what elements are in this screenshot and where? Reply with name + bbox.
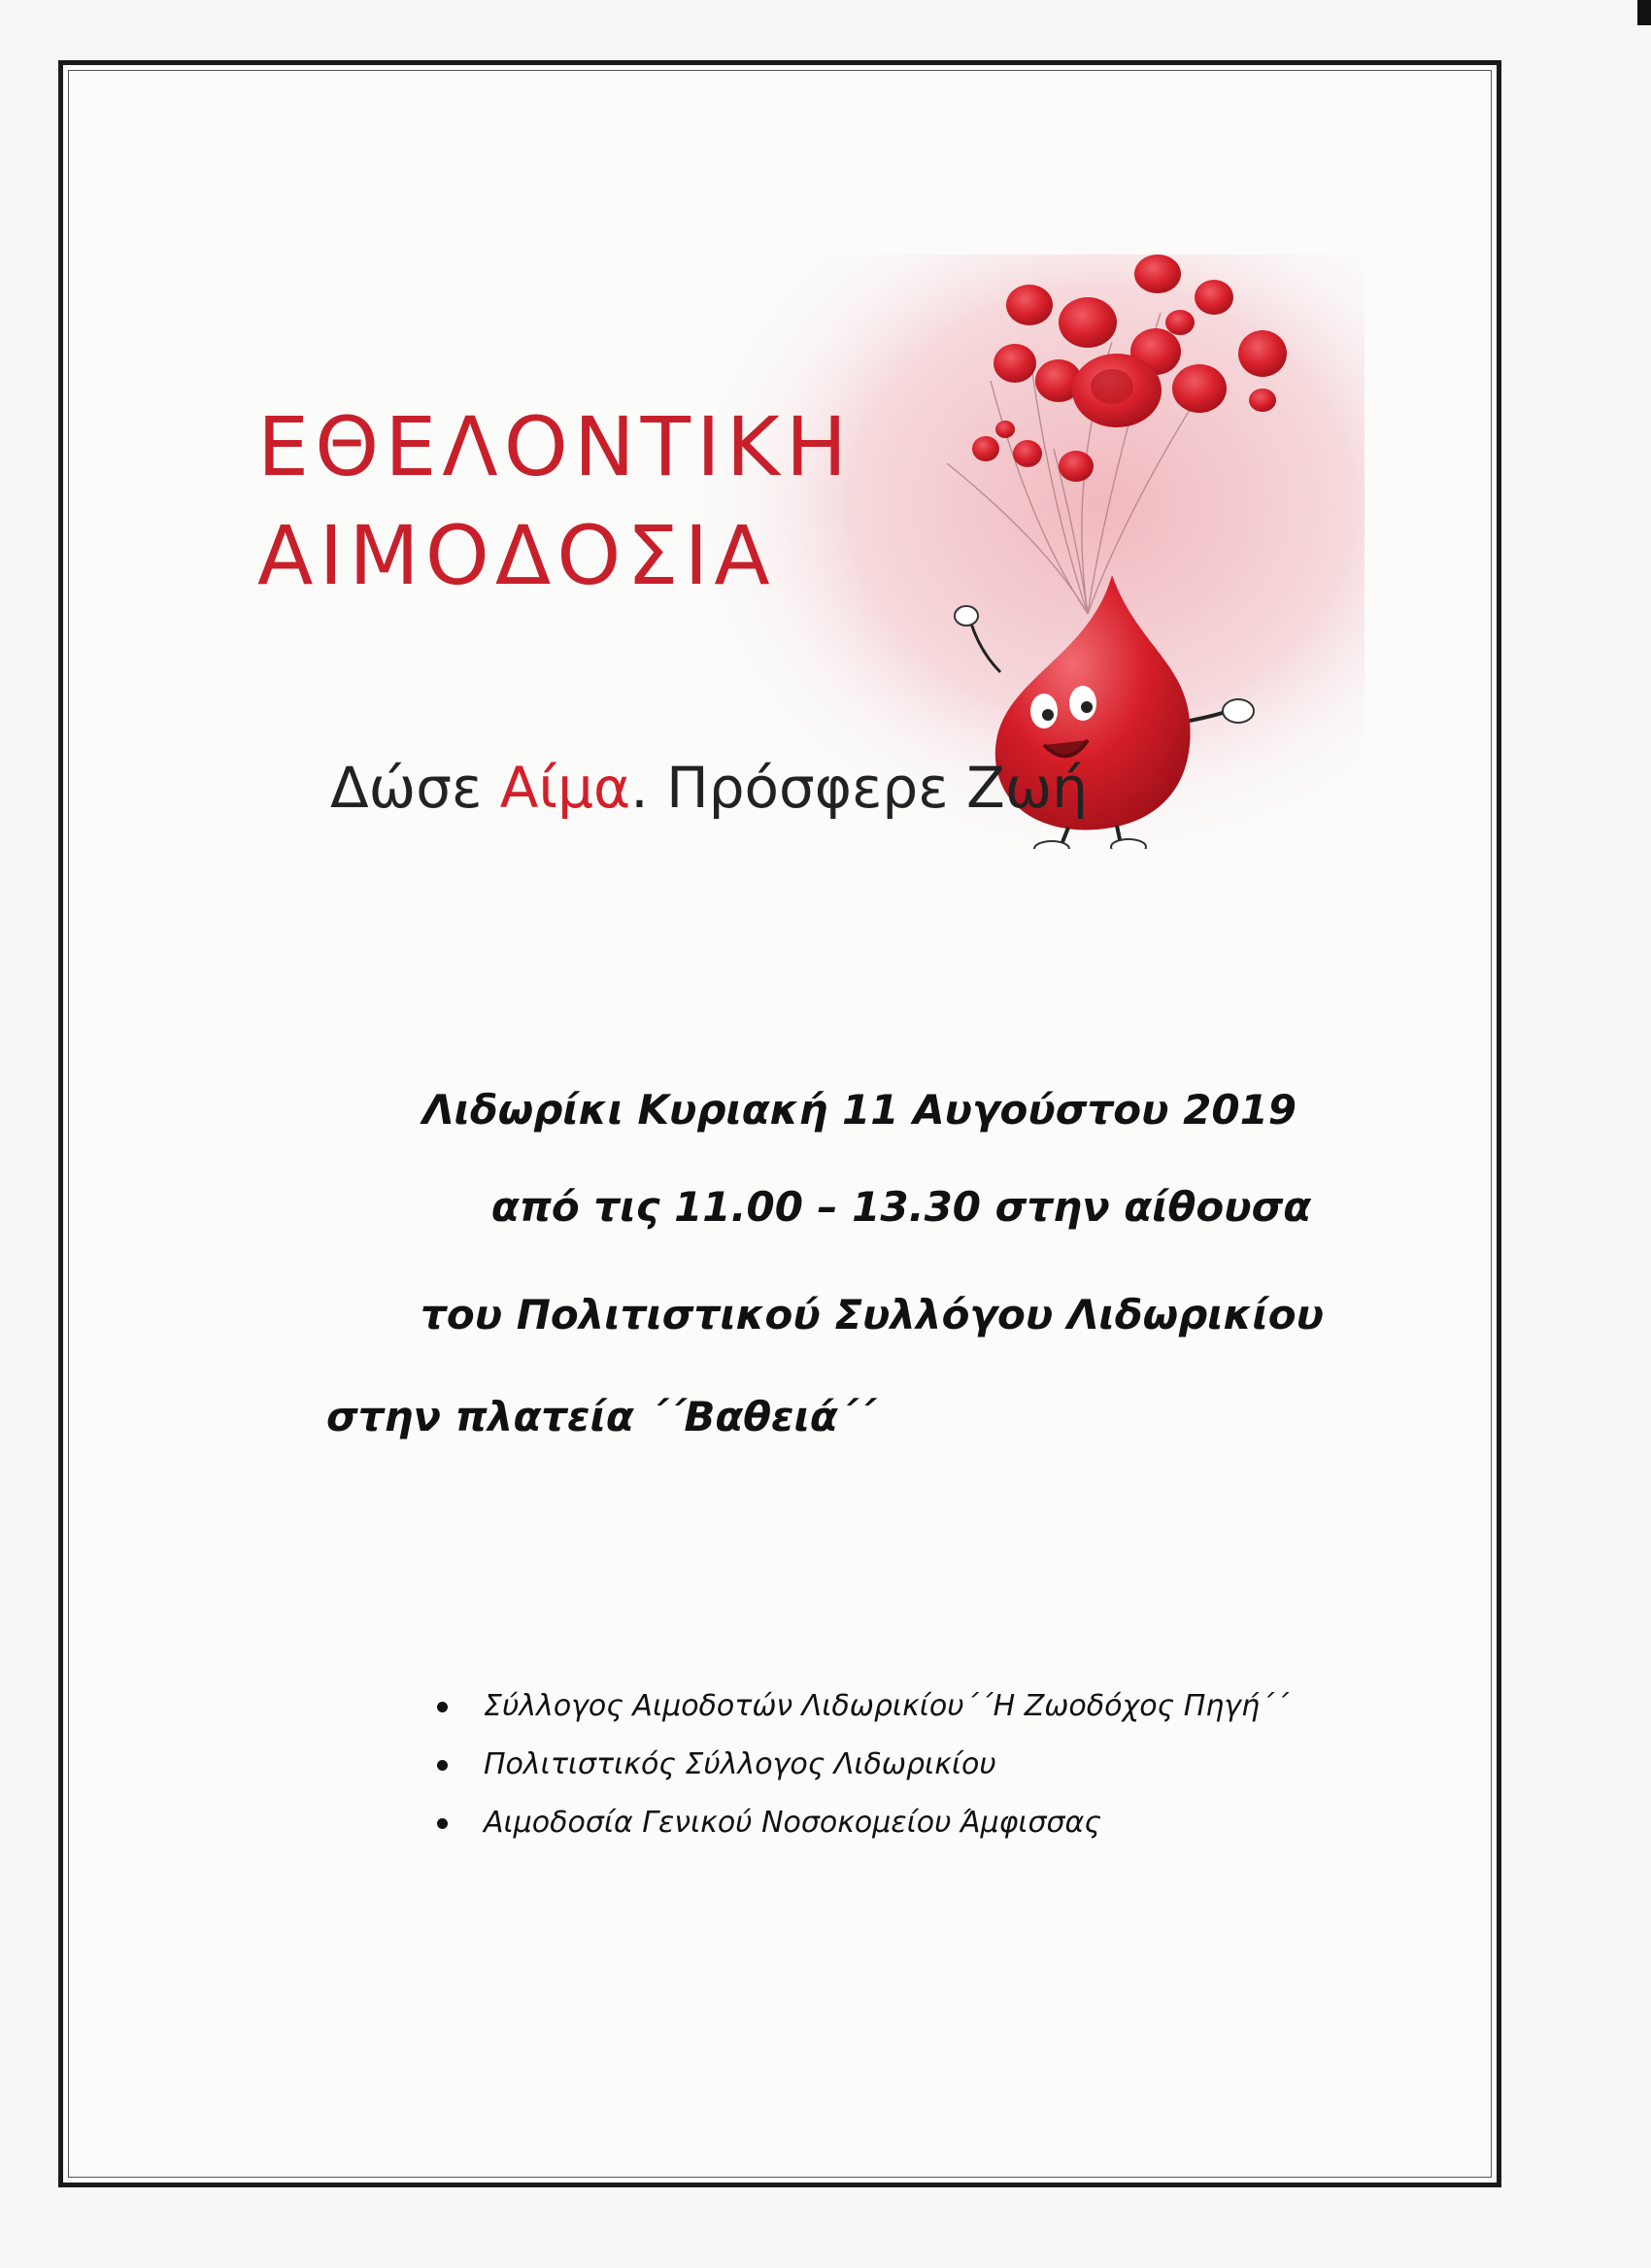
event-time: από τις 11.00 – 13.30 στην αίθουσα bbox=[490, 1183, 1312, 1231]
organizer-name: Σύλλογος Αιμοδοτών Λιδωρικίου΄΄Η Ζωοδόχος Πηγή΄΄ bbox=[484, 1689, 1290, 1723]
banner-title-line2: ΑΙΜΟΔΟΣΙΑ bbox=[257, 508, 776, 603]
slogan-highlight: Αίμα bbox=[499, 755, 631, 821]
slogan-part1: Δώσε bbox=[330, 755, 500, 821]
slogan-part2: . Πρόσφερε Ζωή bbox=[630, 755, 1089, 821]
list-item bbox=[437, 1806, 1289, 1867]
bullet-icon bbox=[437, 1818, 448, 1829]
event-date: Λιδωρίκι Κυριακή 11 Αυγούστου 2019 bbox=[421, 1086, 1297, 1134]
banner-title-line1: ΕΘΕΛΟΝΤΙΚΗ bbox=[257, 399, 854, 494]
list-item bbox=[437, 1689, 1290, 1750]
event-venue: του Πολιτιστικού Συλλόγου Λιδωρικίου bbox=[421, 1291, 1324, 1338]
event-square: στην πλατεία ΄΄Βαθειά΄΄ bbox=[326, 1393, 874, 1440]
scan-edge bbox=[1637, 0, 1651, 25]
organizer-name: Πολιτιστικός Σύλλογος Λιδωρικίου bbox=[484, 1747, 996, 1781]
organizer-name: Αιμοδοσία Γενικού Νοσοκομείου Άμφισσας bbox=[484, 1806, 1101, 1840]
blood-donation-banner bbox=[233, 254, 1365, 849]
organizers-list bbox=[437, 1689, 1290, 1867]
bullet-icon bbox=[437, 1702, 448, 1712]
list-item bbox=[437, 1747, 1289, 1809]
bullet-icon bbox=[437, 1760, 448, 1771]
banner-slogan bbox=[330, 755, 1089, 821]
